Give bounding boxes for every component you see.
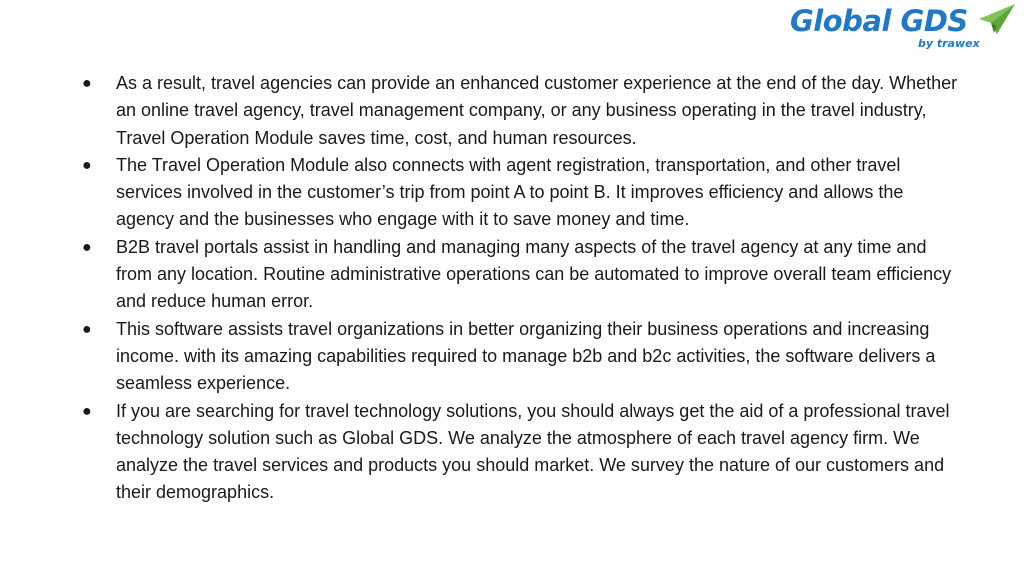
list-item — [80, 398, 960, 507]
list-item — [80, 234, 960, 316]
bullet-text: B2B travel portals assist in handling and managing many aspects of the travel agency at any time and from any location. Routine administrative operations can be automated to improve overall team efficiency and reduce human error. — [116, 236, 952, 312]
logo-tagline: by trawex — [918, 37, 980, 50]
bullet-list — [80, 70, 960, 507]
list-item — [80, 152, 960, 234]
logo-wordmark: Global GDS — [790, 4, 968, 38]
bullet-marker: ● — [82, 156, 92, 174]
list-item — [80, 70, 960, 152]
list-item — [80, 316, 960, 398]
bullet-marker: ● — [82, 320, 92, 338]
bullet-text: The Travel Operation Module also connects with agent registration, transportation, and other travel services involved in the customer’s trip from point A to point B. It improves efficiency and allows the agency and the businesses who engage with it to save money and time. — [116, 154, 904, 230]
bullet-text: As a result, travel agencies can provide an enhanced customer experience at the end of the day. Whether an online travel agency, travel management company, or any business operating in the travel industry, Travel Operation Module saves time, cost, and human resources. — [116, 73, 958, 148]
bullet-marker: ● — [82, 402, 92, 420]
brand-logo — [784, 0, 1024, 56]
bullet-marker: ● — [82, 75, 92, 92]
paper-plane-icon — [978, 2, 1016, 36]
bullet-text: This software assists travel organizations in better organizing their business operations and increasing income. with its amazing capabilities required to manage b2b and b2c activities, the software delivers a seamless experience. — [116, 318, 936, 394]
bullet-text: If you are searching for travel technology solutions, you should always get the aid of a professional travel technology solution such as Global GDS. We analyze the atmosphere of each travel agency firm. We analyze the travel services and products you should market. We survey the nature of our customers and their demographics. — [116, 400, 950, 503]
bullet-marker: ● — [82, 238, 92, 256]
